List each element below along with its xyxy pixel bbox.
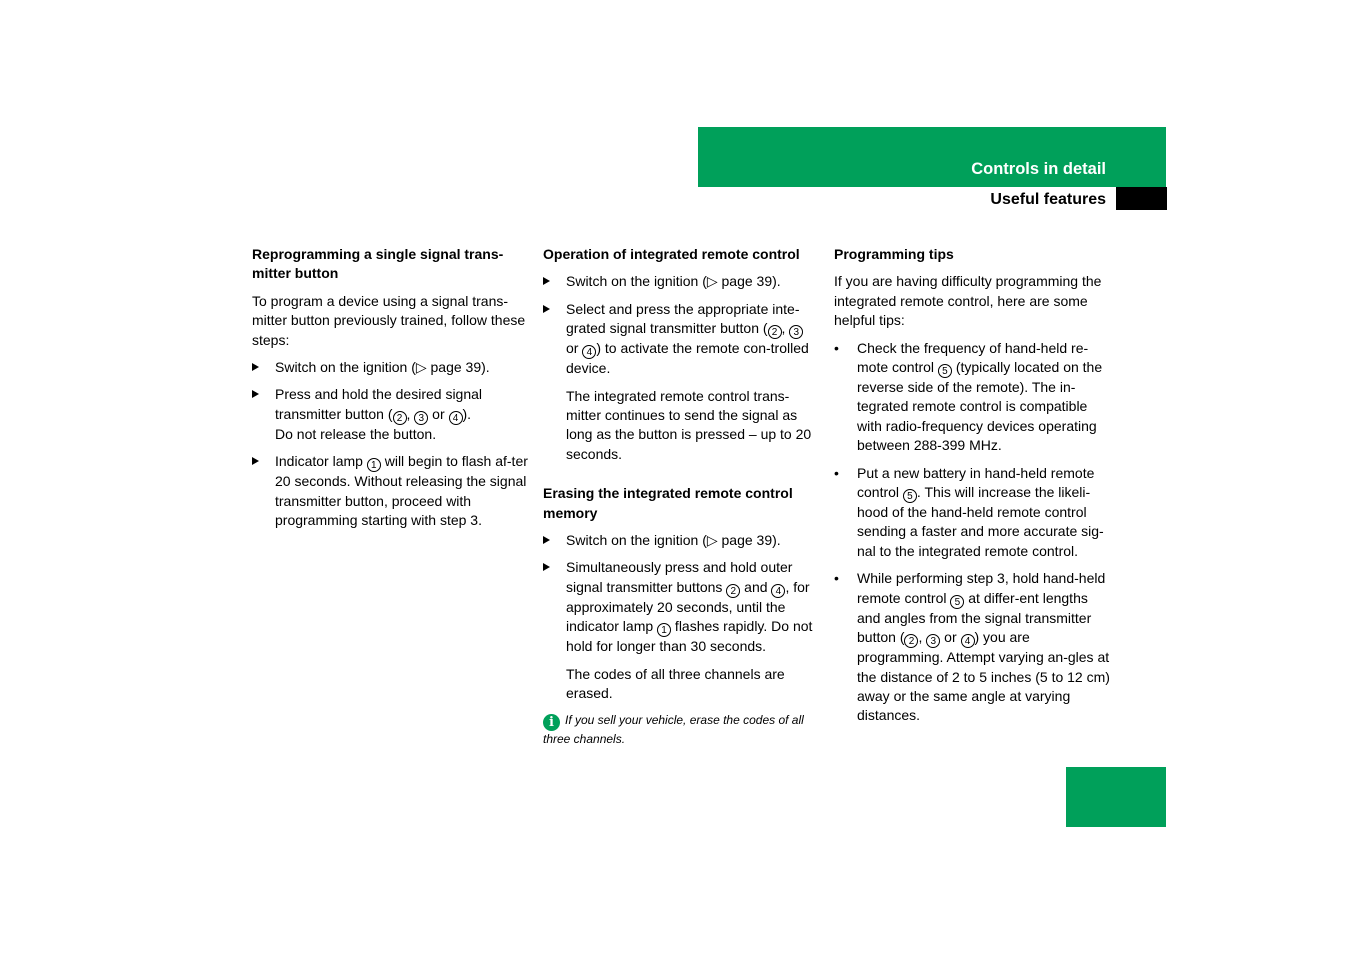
callout-3: 3	[789, 325, 803, 339]
heading-reprogramming	[252, 245, 532, 284]
step-text: Simultaneously press and hold outer signal transmitter buttons	[566, 559, 793, 595]
step-text: ) to activate the remote con-trolled device.	[566, 340, 809, 377]
bullet-icon: •	[834, 464, 839, 481]
triangle-right-icon	[543, 563, 550, 571]
subsection-title: Useful features	[990, 191, 1106, 208]
page-number-box	[1066, 767, 1166, 827]
step-text: Select and press the appropriate inte-grated signal transmitter button (	[566, 300, 800, 337]
tip-text: ) you are programming. Attempt varying an-gles at the distance of 2 to 5 inches (5 to 12 cm) away or the same angle at varying distances.	[857, 629, 1110, 724]
step-text: Switch on the ignition (▷ page 39).	[566, 532, 781, 549]
tip-text: ,	[918, 629, 927, 646]
callout-1: 1	[367, 458, 381, 472]
tip-text: (typically located on the reverse side of the remote). The in-tegrated remote control is compatible with radio-frequency devices operating between 288-399 MHz.	[857, 359, 1103, 454]
callout-2: 2	[726, 584, 740, 598]
triangle-right-icon	[252, 390, 259, 398]
triangle-right-icon	[543, 536, 550, 544]
callout-5: 5	[950, 595, 964, 609]
step-text: or	[566, 340, 583, 357]
tip-text: at differ-ent lengths and angles from the signal transmitter button (	[857, 589, 1092, 646]
heading-operation: Operation of integrated remote control	[543, 246, 800, 262]
triangle-right-icon	[252, 363, 259, 371]
step-text: will begin to flash af-ter 20 seconds. Without releasing the signal transmitter button, proceed with programming starting with step 3.	[275, 453, 528, 529]
tip-text: . This will increase the likeli-hood of the hand-held remote control sending a faster and more accurate sig-nal to the integrated remote control.	[857, 484, 1104, 559]
step-text: Indicator lamp	[275, 453, 367, 470]
triangle-right-icon	[543, 277, 550, 285]
step-item	[543, 300, 819, 379]
callout-2: 2	[904, 634, 918, 648]
triangle-right-icon	[543, 305, 550, 313]
step-text: flashes rapidly. Do not hold for longer than 30 seconds.	[566, 618, 813, 655]
step-text: or	[428, 405, 449, 422]
column-operation	[543, 245, 819, 748]
callout-3: 3	[926, 634, 940, 648]
callout-2: 2	[393, 411, 407, 425]
tip-text: While performing step 3, hold hand-held remote control	[857, 570, 1106, 606]
tip-item	[834, 569, 1110, 725]
section-title: Controls in detail	[971, 160, 1106, 178]
bullet-icon: •	[834, 339, 839, 356]
intro-text: To program a device using a signal trans-mitter button previously trained, follow these steps:	[252, 292, 526, 348]
step-text: Do not release the button.	[275, 425, 437, 442]
heading-line: mitter button	[252, 265, 339, 282]
step-text: Switch on the ignition (▷ page 39).	[275, 359, 490, 376]
info-text: If you sell your vehicle, erase the codes of all three channels.	[543, 712, 804, 746]
result-text: The integrated remote control trans-mitter continues to send the signal as long as the button is pressed – up to 20 seconds.	[566, 387, 812, 462]
step-item	[252, 385, 532, 444]
step-text: ,	[406, 405, 415, 422]
tip-item	[834, 464, 1110, 562]
callout-5: 5	[903, 489, 917, 503]
column-reprogramming	[252, 245, 532, 538]
tip-text: Check the frequency of hand-held re-mote control	[857, 339, 1089, 376]
step-text: ,	[781, 320, 790, 337]
heading-erasing: Erasing the integrated remote control memory	[543, 485, 793, 521]
subsection-marker	[1116, 187, 1167, 210]
tip-text: or	[940, 629, 961, 646]
callout-5: 5	[938, 364, 952, 378]
bullet-icon: •	[834, 570, 839, 587]
step-text: Press and hold the desired signal transmitter button (	[275, 386, 483, 422]
step-text: , for approximately 20 seconds, until the indicator lamp	[566, 578, 810, 635]
callout-4: 4	[582, 345, 596, 359]
step-item	[543, 272, 819, 291]
tip-text: Put a new battery in hand-held remote control	[857, 464, 1095, 501]
step-item	[252, 358, 532, 377]
tip-item	[834, 339, 1110, 456]
step-text: and	[740, 578, 772, 595]
page-number: 255	[1263, 773, 1291, 791]
callout-4: 4	[961, 634, 975, 648]
heading-programming-tips: Programming tips	[834, 246, 954, 262]
step-text: Switch on the ignition (▷ page 39).	[566, 273, 781, 290]
step-item	[543, 531, 819, 550]
callout-1: 1	[657, 623, 671, 637]
intro-text: If you are having difficulty programming the integrated remote control, here are some helpful tips:	[834, 273, 1102, 329]
step-text: ).	[462, 405, 472, 422]
column-programming-tips	[834, 245, 1110, 734]
heading-line: Reprogramming a single signal trans-	[252, 246, 504, 262]
callout-4: 4	[449, 411, 463, 425]
callout-4: 4	[771, 584, 785, 598]
callout-3: 3	[414, 411, 428, 425]
step-item	[543, 558, 819, 656]
info-note	[543, 712, 819, 748]
step-item	[252, 452, 532, 530]
info-icon: i	[543, 714, 560, 731]
callout-2: 2	[768, 325, 782, 339]
triangle-right-icon	[252, 457, 259, 465]
result-text: The codes of all three channels are erased.	[566, 665, 785, 702]
